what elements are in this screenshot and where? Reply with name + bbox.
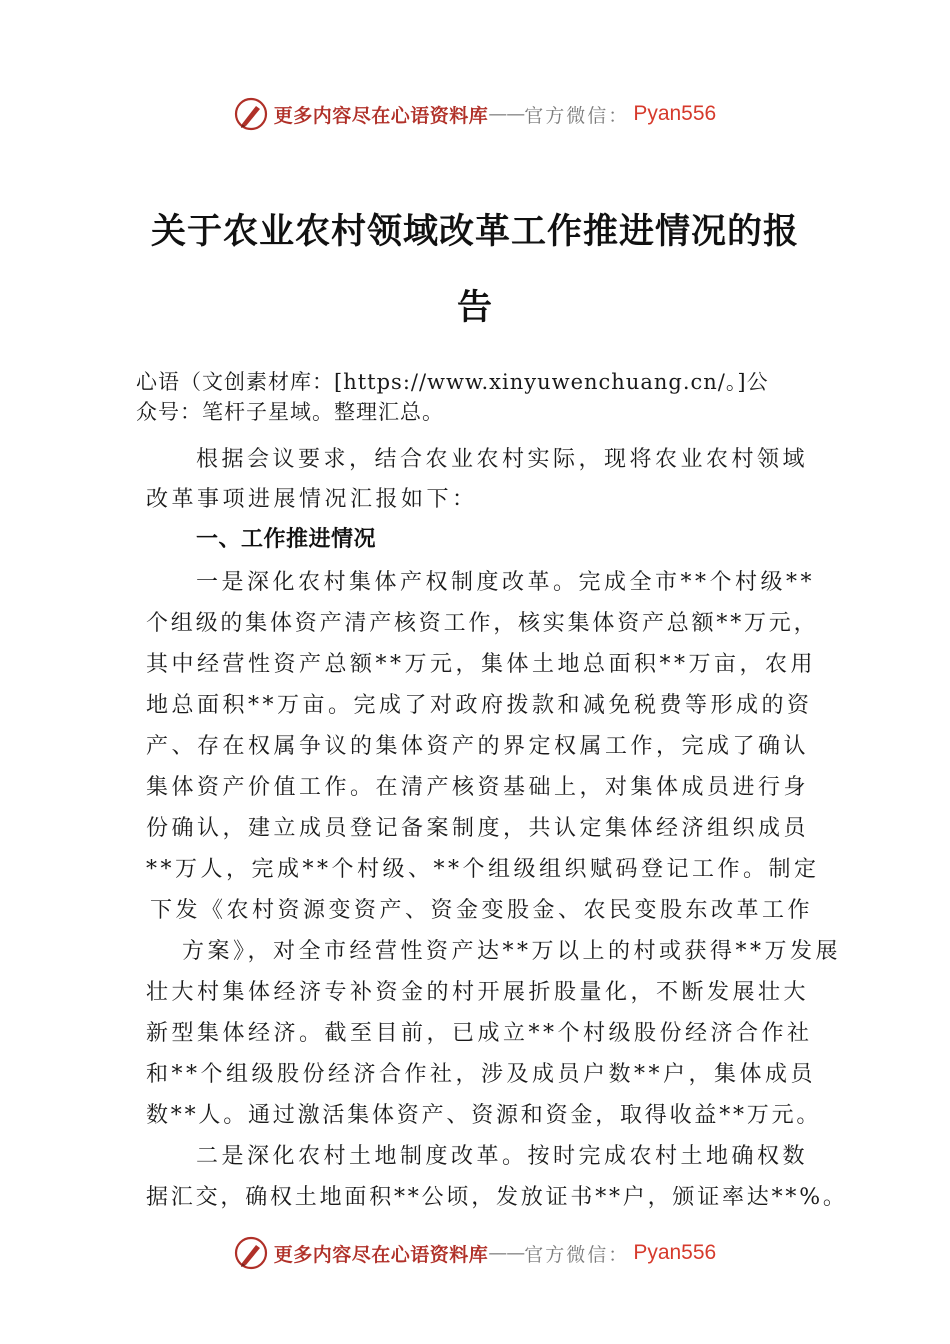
pen-circle-logo-icon [234,1236,268,1270]
banner-dash: —— [488,1242,525,1264]
para1-line: 新型集体经济。截至目前，已成立**个村级股份经济合作社 [146,1021,813,1046]
intro-line-2: 改革事项进展情况汇报如下： [146,487,478,512]
banner-wechat-label: 官方微信： [524,1243,630,1266]
para1-line: 产、存在权属争议的集体资产的界定权属工作，完成了确认 [146,734,810,759]
para1-line: 集体资产价值工作。在清产核资基础上，对集体成员进行身 [146,775,810,800]
section-heading: 一、工作推进情况 [196,527,377,552]
para1-line: 个组级的集体资产清产核资工作，核实集体资产总额**万元， [146,611,819,636]
pen-circle-logo-icon [234,97,268,131]
para2-line: 据汇交，确权土地面积**公顷，发放证书**户，颁证率达**%。 [146,1185,848,1210]
para1-line: 一是深化农村集体产权制度改革。完成全市**个村级** [196,570,816,595]
para1-line: 数**人。通过激活集体资产、资源和资金，取得收益**万元。 [146,1103,822,1128]
banner-main-text: 更多内容尽在心语资料库 [273,104,489,127]
para1-line: 下发《农村资源变资产、资金变股金、农民变股东改革工作 [150,898,814,923]
para1-line: 壮大村集体经济专补资金的村开展折股量化，不断发展壮大 [146,980,810,1005]
para1-line: 方案》，对全市经营性资产达**万以上的村或获得**万发展 [182,939,842,964]
banner-dash: —— [488,103,525,125]
para1-line: 其中经营性资产总额**万元，集体土地总面积**万亩，农用 [146,652,817,677]
para1-line: **万人，完成**个村级、**个组级组织赋码登记工作。制定 [146,857,820,882]
para2-line: 二是深化农村土地制度改革。按时完成农村土地确权数 [196,1144,809,1169]
header-banner [0,94,950,134]
banner-wechat-label: 官方微信： [524,104,630,127]
source-line-2: 众号：笔杆子星域。整理汇总。 [136,400,444,424]
para1-line: 地总面积**万亩。完成了对政府拨款和减免税费等形成的资 [146,693,813,718]
para1-line: 和**个组级股份经济合作社，涉及成员户数**户，集体成员 [146,1062,817,1087]
para1-line: 份确认，建立成员登记备案制度，共认定集体经济组织成员 [146,816,810,841]
banner-wechat-id: Pyan556 [633,102,717,125]
banner-main-text: 更多内容尽在心语资料库 [273,1243,489,1266]
intro-line-1: 根据会议要求，结合农业农村实际，现将农业农村领域 [196,447,809,472]
source-line-1: 心语（文创素材库：[https://www.xinyuwenchuang.cn/。]公 [136,370,769,394]
document-title-line-2: 告 [456,287,493,328]
document-title-line-1: 关于农业农村领域改革工作推进情况的报 [150,211,799,252]
banner-wechat-id: Pyan556 [633,1241,717,1264]
footer-banner [0,1233,950,1273]
